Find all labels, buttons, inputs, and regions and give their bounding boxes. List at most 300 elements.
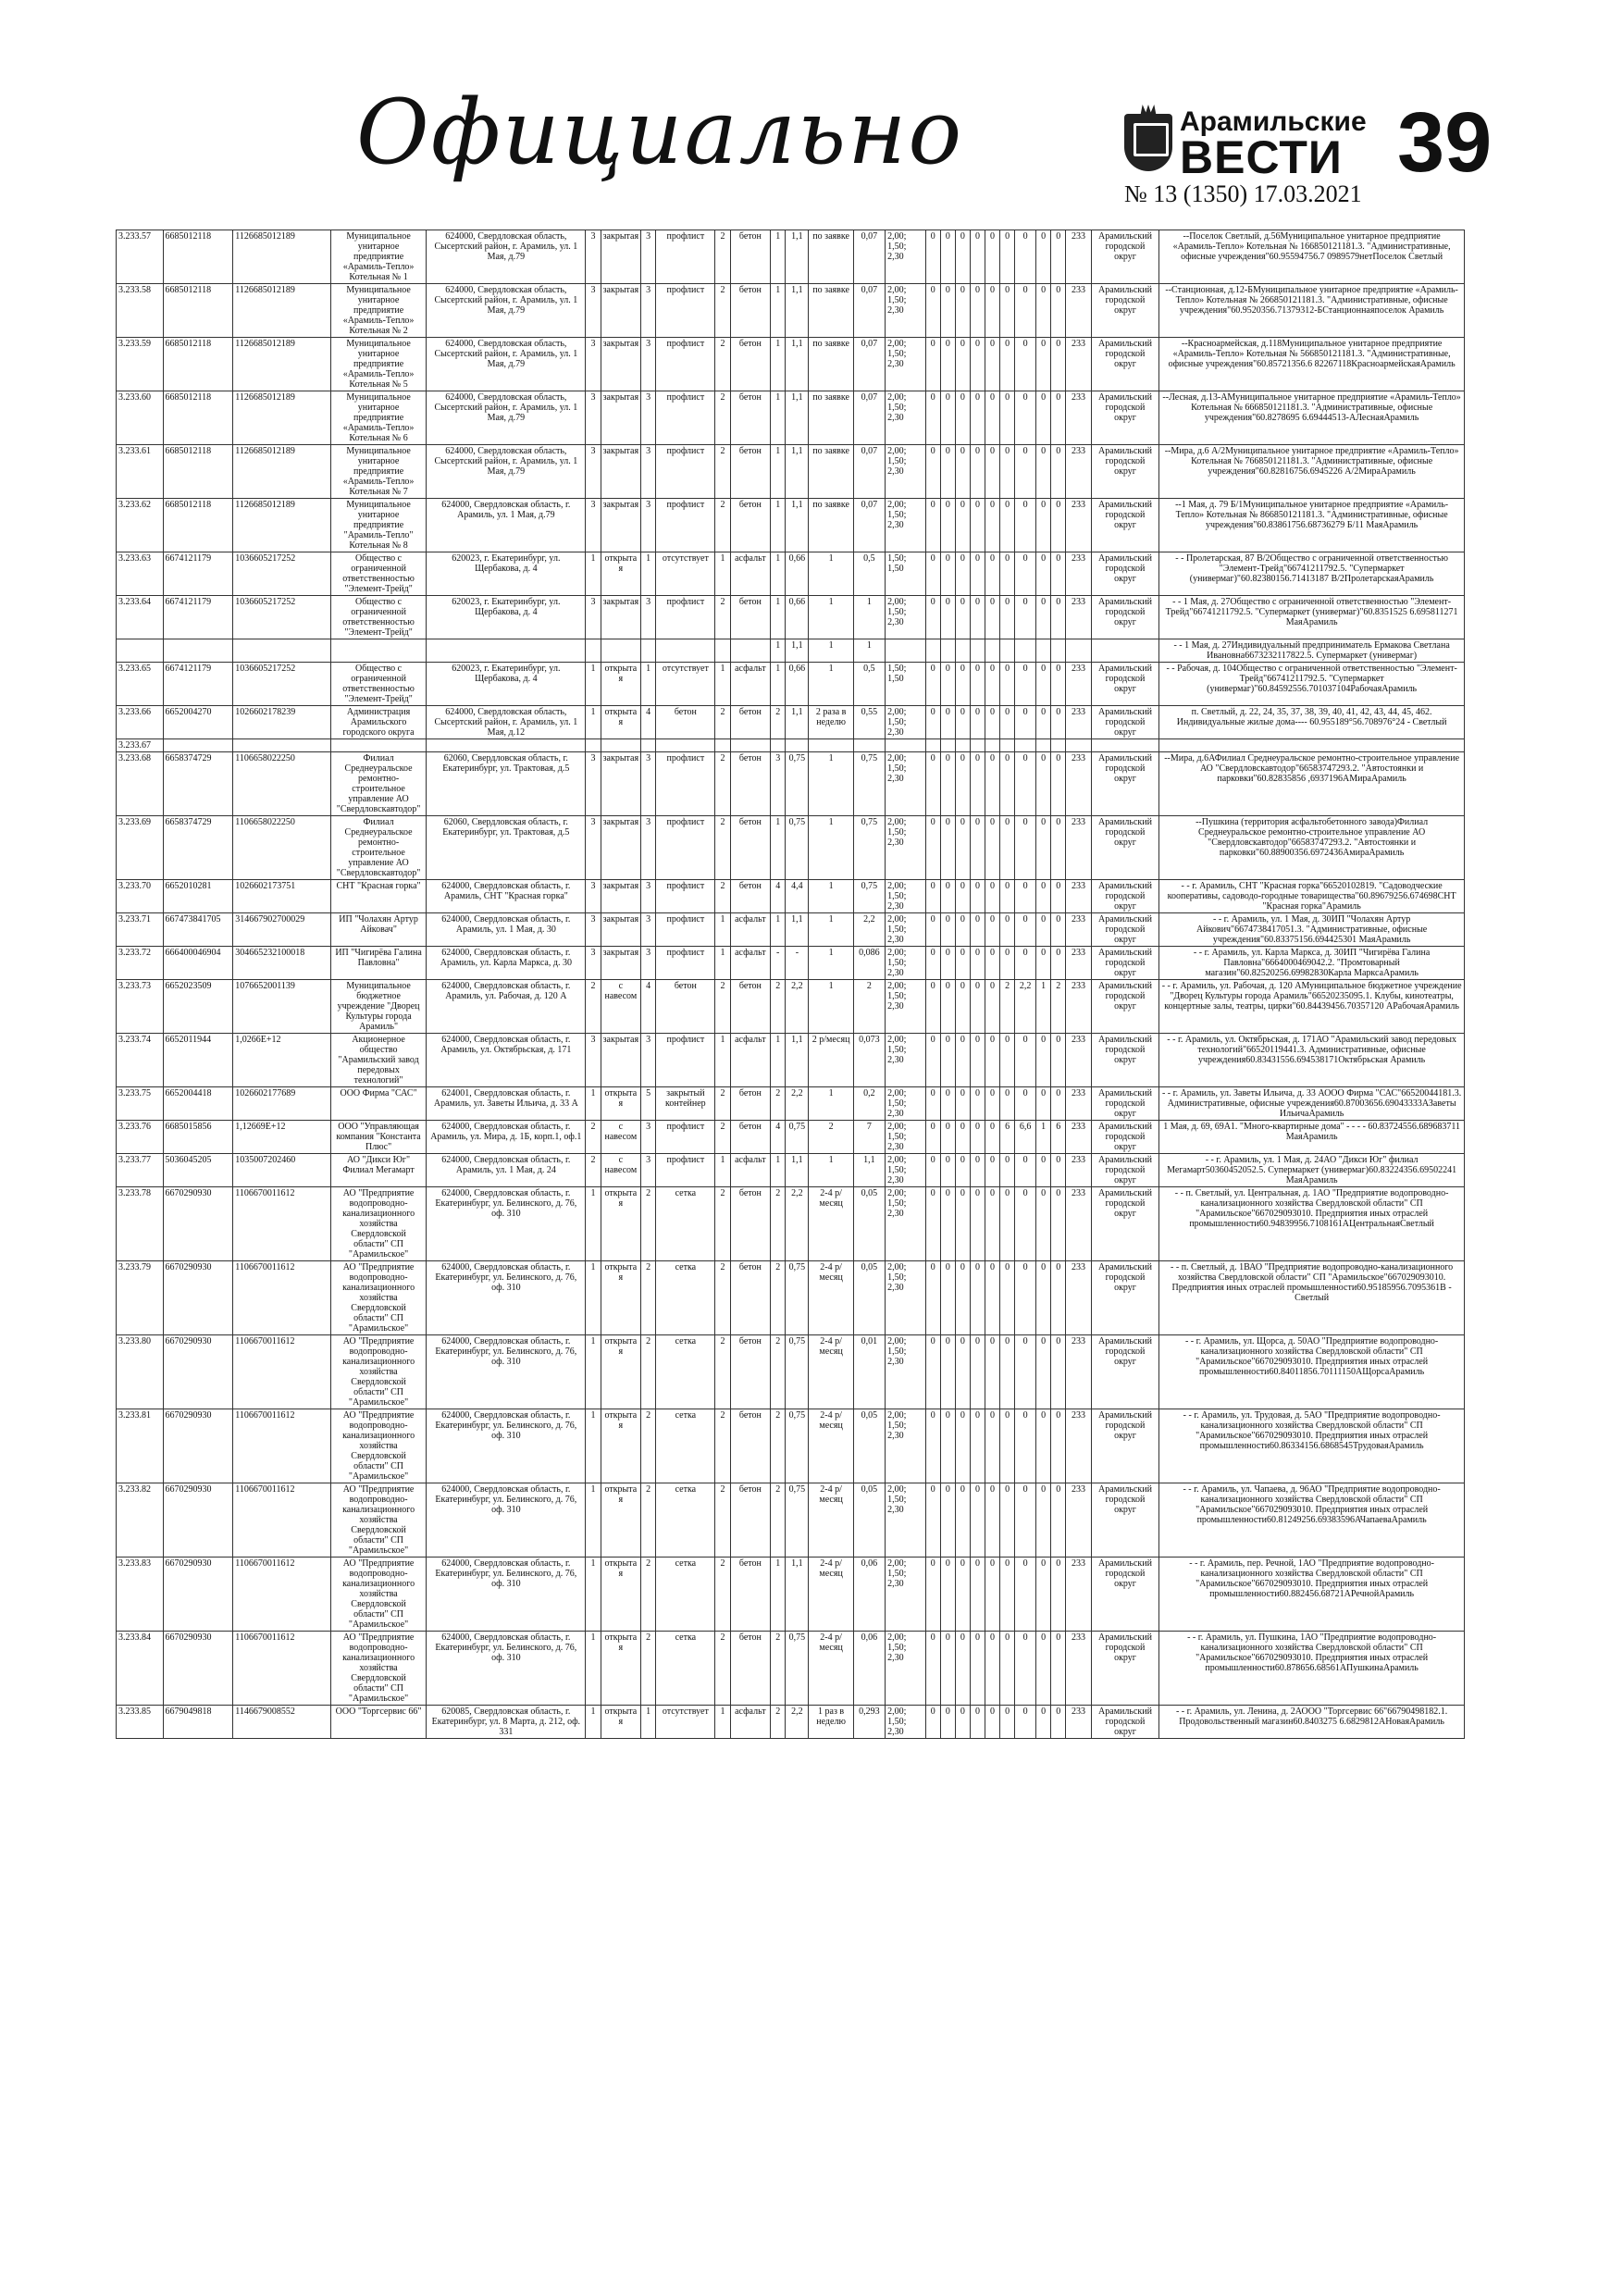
table-cell: 0: [955, 338, 970, 391]
table-cell: 0: [940, 706, 955, 739]
table-cell: сетка: [656, 1632, 715, 1706]
table-cell: [1036, 739, 1051, 752]
table-cell: 0,66: [786, 596, 809, 639]
table-row: [117, 752, 1465, 816]
table-cell: 0: [970, 1558, 985, 1632]
table-cell: сетка: [656, 1335, 715, 1409]
table-cell: 0: [1036, 1261, 1051, 1335]
table-cell: 0: [940, 1632, 955, 1706]
table-cell: 1,12669E+12: [233, 1121, 331, 1154]
table-cell: АО "Предприятие водопроводно-канализационного хозяйства Свердловской области" СП "Арамильское": [330, 1261, 426, 1335]
table-cell: 2,00; 1,50; 2,30: [886, 1187, 926, 1261]
table-cell: 0: [1051, 706, 1066, 739]
table-cell: 0: [985, 1034, 1000, 1087]
table-cell: 0: [925, 752, 940, 816]
table-cell: 4: [771, 1121, 786, 1154]
table-cell: 0: [970, 752, 985, 816]
table-cell: 0,2: [853, 1087, 885, 1121]
table-cell: 2: [641, 1632, 656, 1706]
table-cell: 0: [1015, 1087, 1036, 1121]
table-cell: 0: [985, 284, 1000, 338]
table-cell: 0: [970, 1706, 985, 1739]
table-cell: [330, 639, 426, 663]
table-cell: 0: [925, 1087, 940, 1121]
table-cell: 0: [1036, 596, 1051, 639]
table-cell: асфальт: [730, 552, 771, 596]
table-cell: 2: [715, 1483, 730, 1558]
table-cell: 1: [771, 663, 786, 706]
table-cell: 1: [1036, 1121, 1051, 1154]
table-cell: 1,1: [786, 1558, 809, 1632]
registry-table-wrap: [116, 230, 1465, 2193]
table-cell: 0: [1051, 913, 1066, 947]
table-cell: 1026602178239: [233, 706, 331, 739]
table-cell: 0: [955, 1087, 970, 1121]
table-cell: 0: [1000, 338, 1015, 391]
table-cell: 2: [1051, 980, 1066, 1034]
table-cell: Арамильский городской округ: [1091, 1034, 1158, 1087]
table-row: [117, 499, 1465, 552]
table-cell: [586, 639, 601, 663]
table-cell: 0: [955, 1335, 970, 1409]
table-cell: 0: [985, 1121, 1000, 1154]
table-cell: 3: [641, 445, 656, 499]
table-cell: 1: [641, 1706, 656, 1739]
table-cell: Муниципальное унитарное предприятие «Арамиль-Тепло» Котельная № 5: [330, 338, 426, 391]
table-cell: [730, 639, 771, 663]
table-cell: 1,1: [786, 338, 809, 391]
table-cell: 2,2: [786, 980, 809, 1034]
table-cell: 0: [955, 552, 970, 596]
table-cell: Арамильский городской округ: [1091, 596, 1158, 639]
table-row: [117, 1335, 1465, 1409]
table-cell: АО "Предприятие водопроводно-канализационного хозяйства Свердловской области" СП "Арамильское": [330, 1558, 426, 1632]
table-cell: 1: [809, 752, 853, 816]
table-cell: 0: [970, 1154, 985, 1187]
table-cell: 0: [970, 1335, 985, 1409]
table-cell: 1: [809, 880, 853, 913]
table-cell: 1: [771, 913, 786, 947]
table-cell: 0: [985, 552, 1000, 596]
table-cell: --Поселок Светлый, д.56Муниципальное унитарное предприятие «Арамиль-Тепло» Котельная № 166850121181.3. "Административные, офисные учреждения"60.95594756.7 0989579нетПоселок Светлый: [1159, 230, 1465, 284]
table-cell: [601, 739, 641, 752]
table-cell: 2: [771, 980, 786, 1034]
table-cell: [1000, 739, 1015, 752]
table-cell: 6685015856: [163, 1121, 233, 1154]
table-row: [117, 445, 1465, 499]
table-row: [117, 1706, 1465, 1739]
table-cell: 624000, Свердловская область, г. Арамиль, ул. Рабочая, д. 120 А: [427, 980, 586, 1034]
table-cell: 624000, Свердловская область, Сысертский район, г. Арамиль, ул. 1 Мая, д.79: [427, 338, 586, 391]
table-cell: 1,1: [786, 1154, 809, 1187]
table-cell: бетон: [730, 1558, 771, 1632]
table-cell: 0: [1000, 816, 1015, 880]
table-cell: 0: [940, 752, 955, 816]
table-row: [117, 338, 1465, 391]
table-cell: 0: [955, 752, 970, 816]
table-cell: 2-4 р/месяц: [809, 1409, 853, 1483]
table-cell: 1126685012189: [233, 230, 331, 284]
table-cell: 1126685012189: [233, 445, 331, 499]
table-cell: открытая: [601, 1187, 641, 1261]
table-cell: 0: [985, 1335, 1000, 1409]
table-cell: 0: [1000, 1558, 1015, 1632]
table-cell: 2: [771, 706, 786, 739]
table-cell: 0: [1000, 230, 1015, 284]
table-cell: 0: [970, 445, 985, 499]
table-cell: 0: [1051, 596, 1066, 639]
table-cell: 1: [809, 947, 853, 980]
table-cell: - - г. Арамиль, ул. Карла Маркса, д. 30ИП "Чигирёва Галина Павловна"6664000469042.2. "Промтоварный магазин"60.82520256.69982830Карла МарксаАрамиль: [1159, 947, 1465, 980]
table-cell: 233: [1066, 1261, 1092, 1335]
table-cell: 0,5: [853, 552, 885, 596]
table-cell: 1126685012189: [233, 499, 331, 552]
table-cell: 0: [970, 1632, 985, 1706]
table-cell: 2: [715, 284, 730, 338]
table-cell: бетон: [730, 706, 771, 739]
registry-table: [116, 230, 1465, 1739]
table-cell: 233: [1066, 230, 1092, 284]
table-cell: - - г. Арамиль, ул. Чапаева, д. 96АО "Предприятие водопроводно-канализационного хозяйства Свердловской области" СП "Арамильское"667029093010. Предприятия иных отраслей промышленности60.81249256.69383596АЧапаеваАрамиль: [1159, 1483, 1465, 1558]
table-cell: 304665232100018: [233, 947, 331, 980]
table-cell: бетон: [730, 1409, 771, 1483]
table-cell: 2: [771, 1706, 786, 1739]
table-cell: 5036045205: [163, 1154, 233, 1187]
table-cell: 1: [586, 1558, 601, 1632]
table-cell: Арамильский городской округ: [1091, 1558, 1158, 1632]
table-cell: 1: [771, 596, 786, 639]
registry-table-body: [117, 230, 1465, 1739]
table-cell: закрытая: [601, 230, 641, 284]
table-cell: профлист: [656, 499, 715, 552]
table-cell: 3: [641, 1034, 656, 1087]
table-cell: 1076652001139: [233, 980, 331, 1034]
table-cell: 6658374729: [163, 816, 233, 880]
table-cell: 0: [1000, 1154, 1015, 1187]
table-cell: 0: [955, 1154, 970, 1187]
table-cell: Арамильский городской округ: [1091, 663, 1158, 706]
table-cell: открытая: [601, 706, 641, 739]
table-cell: 0: [1036, 752, 1051, 816]
table-cell: 6685012118: [163, 284, 233, 338]
table-cell: 3.233.72: [117, 947, 164, 980]
table-cell: 233: [1066, 596, 1092, 639]
table-cell: 2: [771, 1632, 786, 1706]
table-cell: 620023, г. Екатеринбург, ул. Щербакова, д. 4: [427, 552, 586, 596]
table-cell: 0: [1036, 391, 1051, 445]
table-cell: 3: [641, 880, 656, 913]
table-cell: 0: [925, 596, 940, 639]
table-cell: 0: [970, 1261, 985, 1335]
table-cell: 0: [1051, 1034, 1066, 1087]
table-cell: 0: [970, 596, 985, 639]
table-row: [117, 1409, 1465, 1483]
table-cell: 2,2: [786, 1087, 809, 1121]
table-cell: 0,07: [853, 284, 885, 338]
table-cell: 2,00; 1,50; 2,30: [886, 499, 926, 552]
table-cell: --Мира, д.6 А/2Муниципальное унитарное предприятие «Арамиль-Тепло» Котельная № 766850121181.3. "Административные, офисные учреждения"60.82816756.6945226 А/2МираАрамиль: [1159, 445, 1465, 499]
table-cell: 0,55: [853, 706, 885, 739]
brand-line1: Арамильские: [1180, 106, 1367, 137]
table-cell: 0: [925, 816, 940, 880]
table-cell: [1091, 739, 1158, 752]
table-cell: 1: [853, 596, 885, 639]
table-cell: 0: [985, 980, 1000, 1034]
table-cell: Арамильский городской округ: [1091, 1483, 1158, 1558]
table-cell: 0: [925, 706, 940, 739]
table-cell: 1106670011612: [233, 1409, 331, 1483]
table-row: [117, 230, 1465, 284]
table-cell: профлист: [656, 1034, 715, 1087]
table-cell: 0,07: [853, 445, 885, 499]
table-cell: 1: [641, 552, 656, 596]
table-cell: 0: [955, 980, 970, 1034]
table-cell: [427, 739, 586, 752]
table-cell: 0: [940, 1187, 955, 1261]
table-cell: 0,75: [853, 880, 885, 913]
table-cell: по заявке: [809, 230, 853, 284]
table-row: [117, 1632, 1465, 1706]
table-cell: 0: [940, 284, 955, 338]
table-cell: 2,00; 1,50; 2,30: [886, 980, 926, 1034]
table-cell: 233: [1066, 1558, 1092, 1632]
table-cell: 0: [1051, 1154, 1066, 1187]
table-cell: 3.233.81: [117, 1409, 164, 1483]
table-cell: 624000, Свердловская область, г. Екатеринбург, ул. Белинского, д. 76, оф. 310: [427, 1187, 586, 1261]
table-cell: Арамильский городской округ: [1091, 499, 1158, 552]
table-cell: Администрация Арамильского городского округа: [330, 706, 426, 739]
table-cell: 0: [925, 1261, 940, 1335]
table-cell: 6670290930: [163, 1261, 233, 1335]
table-cell: 0: [925, 1409, 940, 1483]
table-cell: 3.233.66: [117, 706, 164, 739]
table-cell: 0: [955, 230, 970, 284]
table-cell: 0: [940, 391, 955, 445]
table-cell: 0: [925, 1483, 940, 1558]
table-cell: 3: [641, 596, 656, 639]
table-cell: - - г. Арамиль, ул. Октябрьская, д. 171АО "Арамильский завод передовых технологий"66520119441.3. Административные, офисные учреждения60.83431556.694538171Октябрьская Арамиль: [1159, 1034, 1465, 1087]
table-row: [117, 1121, 1465, 1154]
table-cell: 620085, Свердловская область, г. Екатеринбург, ул. 8 Марта, д. 212, оф. 331: [427, 1706, 586, 1739]
table-cell: 7: [853, 1121, 885, 1154]
table-row: [117, 980, 1465, 1034]
table-cell: 0: [1000, 913, 1015, 947]
table-cell: 0: [970, 1409, 985, 1483]
table-cell: открытая: [601, 1632, 641, 1706]
table-cell: с навесом: [601, 980, 641, 1034]
table-cell: 1106670011612: [233, 1483, 331, 1558]
table-cell: 2,00; 1,50; 2,30: [886, 1483, 926, 1558]
table-cell: 2: [715, 752, 730, 816]
table-cell: --Пушкина (территория асфальтобетонного завода)Филиал Среднеуральское ремонтно-строительное управление АО "Свердловскавтодор"66583747293.2. "Автостоянки и парковки"60.88900356.6972436АмираАрамиль: [1159, 816, 1465, 880]
table-cell: п. Светлый, д. 22, 24, 35, 37, 38, 39, 40, 41, 42, 43, 44, 45, 462. Индивидуальные жилые дома---- 60.955189°56.708976°24 - Светлый: [1159, 706, 1465, 739]
table-cell: 2,00; 1,50; 2,30: [886, 1706, 926, 1739]
table-cell: Арамильский городской округ: [1091, 980, 1158, 1034]
table-cell: 3.233.62: [117, 499, 164, 552]
table-cell: 2,00; 1,50; 2,30: [886, 947, 926, 980]
table-cell: - - г. Арамиль, ул. Ленина, д. 2АООО "Торгсервис 66"66790498182.1. Продовольственный магазин60.8403275 6.6829812АНоваяАрамиль: [1159, 1706, 1465, 1739]
table-cell: 3.233.73: [117, 980, 164, 1034]
table-cell: 2: [715, 1187, 730, 1261]
table-cell: 0: [1000, 706, 1015, 739]
table-cell: открытая: [601, 1483, 641, 1558]
table-cell: Арамильский городской округ: [1091, 1187, 1158, 1261]
table-cell: бетон: [730, 284, 771, 338]
table-cell: 0: [985, 596, 1000, 639]
table-cell: 0: [925, 1034, 940, 1087]
table-cell: открытая: [601, 1706, 641, 1739]
table-cell: отсутствует: [656, 552, 715, 596]
table-cell: 2: [715, 1121, 730, 1154]
table-cell: Арамильский городской округ: [1091, 1121, 1158, 1154]
table-cell: 624000, Свердловская область, г. Екатеринбург, ул. Белинского, д. 76, оф. 310: [427, 1632, 586, 1706]
section-title: Официально: [356, 81, 964, 184]
table-cell: 233: [1066, 752, 1092, 816]
table-cell: 2-4 р/месяц: [809, 1483, 853, 1558]
table-cell: бетон: [730, 1187, 771, 1261]
table-cell: 4: [641, 706, 656, 739]
table-cell: 2: [771, 1483, 786, 1558]
table-cell: 0: [940, 1409, 955, 1483]
table-cell: 0: [985, 816, 1000, 880]
table-cell: 0: [1015, 338, 1036, 391]
table-cell: 624000, Свердловская область, г. Арамиль, ул. 1 Мая, д. 30: [427, 913, 586, 947]
table-cell: 1126685012189: [233, 284, 331, 338]
table-cell: Арамильский городской округ: [1091, 1154, 1158, 1187]
table-cell: --1 Мая, д. 79 Б/1Муниципальное унитарное предприятие «Арамиль-Тепло» Котельная № 866850121181.3. "Административные, офисные учреждения"60.83861756.68736279 Б/11 МаяАрамиль: [1159, 499, 1465, 552]
table-cell: 3.233.70: [117, 880, 164, 913]
table-cell: профлист: [656, 1154, 715, 1187]
table-cell: 0: [940, 663, 955, 706]
table-cell: 0,06: [853, 1558, 885, 1632]
table-cell: 0: [1051, 445, 1066, 499]
table-cell: 0: [1000, 1632, 1015, 1706]
table-cell: 0: [940, 1121, 955, 1154]
table-cell: 0: [1051, 552, 1066, 596]
table-cell: 0: [985, 338, 1000, 391]
table-cell: 2: [715, 1409, 730, 1483]
table-cell: асфальт: [730, 1706, 771, 1739]
table-cell: 0: [1051, 230, 1066, 284]
table-cell: сетка: [656, 1409, 715, 1483]
table-cell: бетон: [730, 1121, 771, 1154]
table-cell: 0: [970, 1087, 985, 1121]
table-cell: 3: [641, 752, 656, 816]
table-cell: 6670290930: [163, 1558, 233, 1632]
table-cell: 1106670011612: [233, 1632, 331, 1706]
brand-line2: ВЕСТИ: [1180, 131, 1343, 183]
table-cell: 233: [1066, 1483, 1092, 1558]
table-cell: 624000, Свердловская область, г. Арамиль, ул. Октябрьская, д. 171: [427, 1034, 586, 1087]
table-cell: закрытая: [601, 816, 641, 880]
table-cell: 0: [925, 284, 940, 338]
table-cell: 1026602173751: [233, 880, 331, 913]
table-cell: 0: [1051, 1558, 1066, 1632]
table-cell: 2-4 р/месяц: [809, 1261, 853, 1335]
table-cell: [163, 739, 233, 752]
table-cell: 0: [940, 1034, 955, 1087]
table-cell: 2: [715, 499, 730, 552]
table-cell: Арамильский городской округ: [1091, 947, 1158, 980]
table-row: [117, 391, 1465, 445]
table-row: [117, 706, 1465, 739]
table-cell: [233, 739, 331, 752]
table-cell: --Лесная, д.13-АМуниципальное унитарное предприятие «Арамиль-Тепло» Котельная № 666850121181.3. "Административные, офисные учреждения"60.8278695 6.69444513-АЛеснаяАрамиль: [1159, 391, 1465, 445]
table-cell: профлист: [656, 752, 715, 816]
table-row: [117, 1558, 1465, 1632]
table-cell: 1: [809, 663, 853, 706]
table-cell: 0: [955, 1558, 970, 1632]
table-cell: 0,75: [786, 752, 809, 816]
table-cell: 6685012118: [163, 499, 233, 552]
table-cell: 1,1: [786, 284, 809, 338]
table-cell: 0: [1000, 1335, 1015, 1409]
table-cell: 0: [940, 1335, 955, 1409]
table-cell: 1: [771, 230, 786, 284]
table-cell: 2,00; 1,50; 2,30: [886, 391, 926, 445]
table-cell: Арамильский городской округ: [1091, 1409, 1158, 1483]
table-cell: Арамильский городской округ: [1091, 1632, 1158, 1706]
table-cell: 3.233.80: [117, 1335, 164, 1409]
table-cell: 3.233.58: [117, 284, 164, 338]
table-cell: --Станционная, д.12-БМуниципальное унитарное предприятие «Арамиль-Тепло» Котельная № 266850121181.3. "Административные, офисные учреждения"60.9520356.71379312-БСтанционнаяпоселок Арамиль: [1159, 284, 1465, 338]
table-cell: 2,2: [853, 913, 885, 947]
table-cell: 1: [809, 596, 853, 639]
table-cell: 233: [1066, 499, 1092, 552]
table-cell: 0,05: [853, 1483, 885, 1558]
table-row: [117, 284, 1465, 338]
table-cell: 0: [970, 338, 985, 391]
table-cell: 0: [1000, 663, 1015, 706]
table-cell: [886, 739, 926, 752]
table-cell: 233: [1066, 1706, 1092, 1739]
table-cell: 0,05: [853, 1409, 885, 1483]
table-cell: 2: [809, 1121, 853, 1154]
table-cell: 1106670011612: [233, 1261, 331, 1335]
table-cell: 0: [940, 880, 955, 913]
table-cell: 233: [1066, 338, 1092, 391]
table-cell: асфальт: [730, 663, 771, 706]
table-cell: 2,00; 1,50; 2,30: [886, 230, 926, 284]
table-cell: [656, 639, 715, 663]
table-cell: 0: [1015, 230, 1036, 284]
table-cell: Филиал Среднеуральское ремонтно-строительное управление АО "Свердловскавтодор": [330, 816, 426, 880]
table-cell: открытая: [601, 1335, 641, 1409]
table-cell: 2,00; 1,50; 2,30: [886, 338, 926, 391]
table-cell: [1091, 639, 1158, 663]
table-cell: 0: [1015, 1261, 1036, 1335]
table-cell: 0: [955, 1034, 970, 1087]
table-cell: Арамильский городской округ: [1091, 1706, 1158, 1739]
table-cell: 0: [1051, 816, 1066, 880]
table-cell: бетон: [656, 980, 715, 1034]
table-cell: 0: [1000, 752, 1015, 816]
issue-info: № 13 (1350) 17.03.2021: [1124, 180, 1362, 207]
table-cell: 1: [809, 980, 853, 1034]
table-cell: 1146679008552: [233, 1706, 331, 1739]
table-cell: 0: [1000, 445, 1015, 499]
table-cell: 1: [715, 1706, 730, 1739]
table-cell: 2,00; 1,50; 2,30: [886, 1121, 926, 1154]
table-cell: 0: [925, 1187, 940, 1261]
table-cell: 0: [1015, 1154, 1036, 1187]
table-cell: ООО Фирма "САС": [330, 1087, 426, 1121]
table-cell: 1: [809, 639, 853, 663]
table-cell: 3.233.67: [117, 739, 164, 752]
table-cell: 1026602177689: [233, 1087, 331, 1121]
table-cell: открытая: [601, 1087, 641, 1121]
table-cell: 3.233.63: [117, 552, 164, 596]
